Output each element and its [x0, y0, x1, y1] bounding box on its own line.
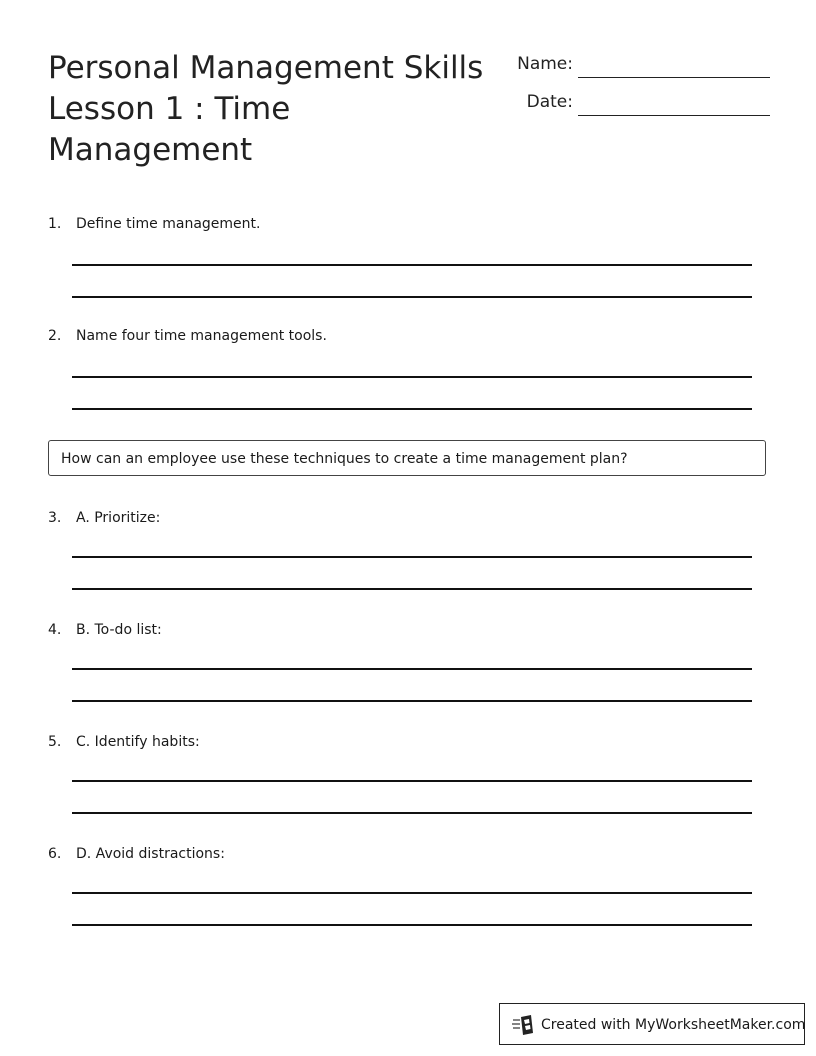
answer-line[interactable]: [72, 264, 752, 266]
instruction-text: How can an employee use these techniques to create a time management plan?: [61, 451, 628, 467]
question-1: [48, 216, 768, 306]
question-6: [48, 846, 768, 936]
answer-line[interactable]: [72, 892, 752, 894]
question-text: B. To-do list:: [76, 622, 162, 638]
answer-line[interactable]: [72, 780, 752, 782]
question-number: 1.: [48, 216, 62, 232]
question-text: D. Avoid distractions:: [76, 846, 225, 862]
answer-line[interactable]: [72, 556, 752, 558]
instruction-box: [48, 440, 766, 476]
footer-badge[interactable]: [499, 1003, 805, 1045]
name-field[interactable]: [505, 50, 770, 78]
worksheet-title: [48, 48, 488, 171]
question-3: [48, 510, 768, 600]
question-text: C. Identify habits:: [76, 734, 200, 750]
worksheet-maker-logo-icon: [512, 1014, 536, 1036]
title-line-1: Personal Management Skills: [48, 50, 484, 86]
question-2: [48, 328, 768, 418]
answer-line[interactable]: [72, 700, 752, 702]
answer-line[interactable]: [72, 588, 752, 590]
question-number: 6.: [48, 846, 62, 862]
answer-line[interactable]: [72, 668, 752, 670]
question-number: 4.: [48, 622, 62, 638]
title-line-2: Lesson 1 : Time: [48, 91, 291, 127]
question-5: [48, 734, 768, 824]
question-4: [48, 622, 768, 712]
date-line[interactable]: [578, 115, 770, 116]
question-text: A. Prioritize:: [76, 510, 161, 526]
title-line-3: Management: [48, 132, 253, 168]
footer-text: Created with MyWorksheetMaker.com: [541, 1017, 806, 1033]
date-field[interactable]: [505, 88, 770, 116]
answer-line[interactable]: [72, 296, 752, 298]
question-number: 5.: [48, 734, 62, 750]
date-label: Date:: [526, 92, 573, 112]
answer-line[interactable]: [72, 376, 752, 378]
answer-line[interactable]: [72, 924, 752, 926]
question-number: 2.: [48, 328, 62, 344]
question-text: Define time management.: [76, 216, 261, 232]
answer-line[interactable]: [72, 408, 752, 410]
name-line[interactable]: [578, 77, 770, 78]
answer-line[interactable]: [72, 812, 752, 814]
question-number: 3.: [48, 510, 62, 526]
name-label: Name:: [517, 54, 573, 74]
question-text: Name four time management tools.: [76, 328, 327, 344]
